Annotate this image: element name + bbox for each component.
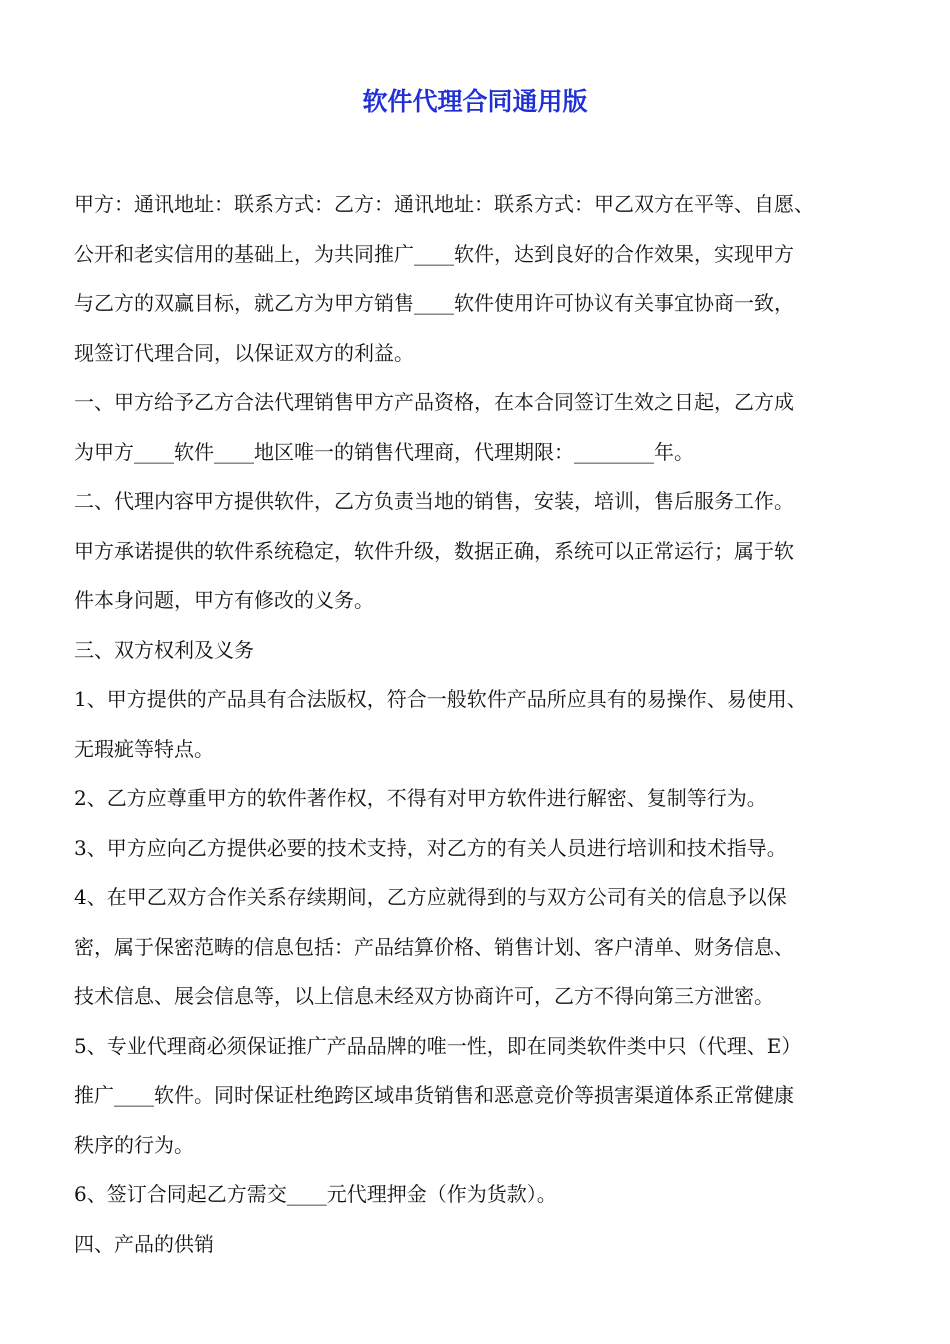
text-line: 3、甲方应向乙方提供必要的技术支持，对乙方的有关人员进行培训和技术指导。 [74, 835, 787, 860]
text-line: 4、在甲乙双方合作关系存续期间，乙方应就得到的与双方公司有关的信息予以保 [74, 885, 787, 909]
text-line: 技术信息、展会信息等，以上信息未经双方协商许可，乙方不得向第三方泄密。 [74, 984, 774, 1008]
text-line: 公开和老实信用的基础上，为共同推广____软件，达到良好的合作效果，实现甲方 [74, 241, 794, 266]
text-line: 一、甲方给予乙方合法代理销售甲方产品资格，在本合同签订生效之日起，乙方成 [74, 390, 794, 414]
text-line: 推广____软件。同时保证杜绝跨区域串货销售和恶意竞价等损害渠道体系正常健康 [74, 1083, 794, 1107]
text-line: 现签订代理合同，以保证双方的利益。 [74, 340, 414, 365]
text-line: 件本身问题，甲方有修改的义务。 [74, 588, 374, 612]
text-line: 5、专业代理商必须保证推广产品品牌的唯一性，即在同类软件类中只（代理、E） [74, 1033, 802, 1058]
text-line: 2、乙方应尊重甲方的软件著作权，不得有对甲方软件进行解密、复制等行为。 [74, 786, 767, 810]
section-heading: 三、双方权利及义务 [74, 637, 254, 662]
text-line: 甲方：通讯地址：联系方式：乙方：通讯地址：联系方式：甲乙双方在平等、自愿、 [74, 192, 814, 216]
document-title: 软件代理合同通用版 [362, 87, 588, 116]
text-line: 1、甲方提供的产品具有合法版权，符合一般软件产品所应具有的易操作、易使用、 [74, 687, 807, 711]
text-line: 密，属于保密范畴的信息包括：产品结算价格、销售计划、客户清单、财务信息、 [74, 934, 794, 959]
text-line: 与乙方的双赢目标，就乙方为甲方销售____软件使用许可协议有关事宜协商一致， [74, 291, 794, 315]
document-body [74, 180, 894, 1269]
text-line: 二、代理内容甲方提供软件，乙方负责当地的销售，安装，培训，售后服务工作。 [74, 489, 794, 513]
text-line: 6、签订合同起乙方需交____元代理押金（作为货款）。 [74, 1182, 557, 1206]
text-line: 甲方承诺提供的软件系统稳定，软件升级，数据正确，系统可以正常运行；属于软 [74, 538, 794, 563]
text-line: 无瑕疵等特点。 [74, 736, 214, 761]
text-line: 秩序的行为。 [74, 1132, 194, 1157]
section-heading: 四、产品的供销 [74, 1231, 214, 1256]
text-line: 为甲方____软件____地区唯一的销售代理商，代理期限：________年。 [74, 439, 694, 464]
